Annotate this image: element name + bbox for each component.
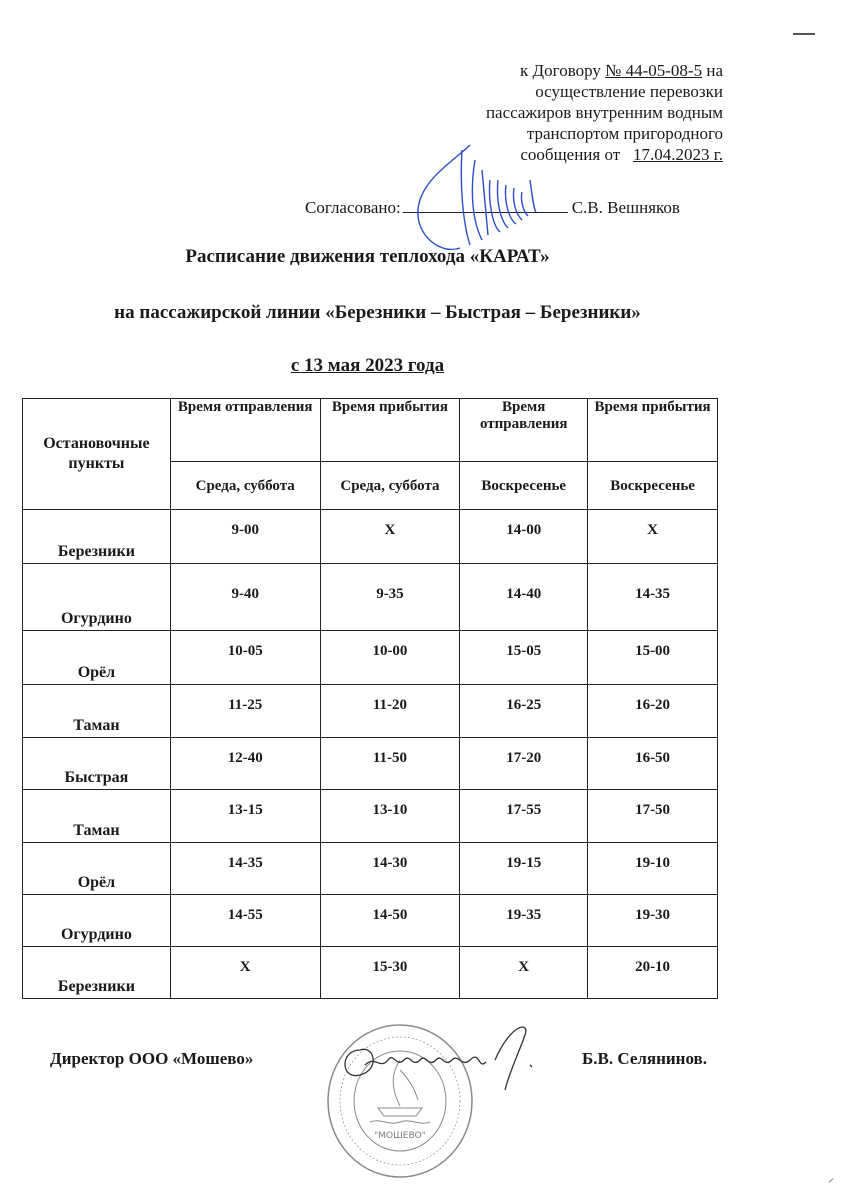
time-cell: X bbox=[170, 947, 320, 999]
column-header: Время прибытия bbox=[588, 399, 718, 462]
route-subtitle: на пассажирской линии «Березники – Быстрая – Березники» bbox=[114, 302, 641, 323]
time-cell: 16-50 bbox=[588, 738, 718, 790]
contract-suffix: на bbox=[706, 61, 723, 80]
time-cell: 9-00 bbox=[170, 510, 320, 564]
time-cell: 15-00 bbox=[588, 631, 718, 685]
signature-approver bbox=[400, 140, 570, 260]
schedule-table bbox=[22, 398, 718, 999]
time-cell: 19-10 bbox=[588, 843, 718, 895]
time-cell: 15-30 bbox=[320, 947, 460, 999]
time-cell: 14-00 bbox=[460, 510, 588, 564]
time-cell: 9-40 bbox=[170, 564, 320, 631]
time-cell: 19-15 bbox=[460, 843, 588, 895]
time-cell: 9-35 bbox=[320, 564, 460, 631]
contract-date: 17.04.2023 г. bbox=[632, 145, 723, 164]
time-cell: 13-15 bbox=[170, 790, 320, 843]
contract-line-2: осуществление перевозки bbox=[535, 82, 723, 101]
table-row bbox=[23, 510, 718, 564]
time-cell: 19-30 bbox=[588, 895, 718, 947]
time-cell: 11-25 bbox=[170, 685, 320, 738]
column-header: Время отправления bbox=[170, 399, 320, 462]
time-cell: 16-20 bbox=[588, 685, 718, 738]
effective-date: с 13 мая 2023 года bbox=[290, 355, 445, 376]
table-row bbox=[23, 685, 718, 738]
contract-number: № 44-05-08-5 bbox=[605, 61, 703, 80]
scan-mark bbox=[828, 1178, 833, 1183]
time-cell: 12-40 bbox=[170, 738, 320, 790]
approved-label: Согласовано: bbox=[305, 198, 401, 217]
time-cell: 14-35 bbox=[170, 843, 320, 895]
time-cell: 17-20 bbox=[460, 738, 588, 790]
signature-stroke bbox=[345, 1027, 532, 1090]
table-row bbox=[23, 895, 718, 947]
time-cell: 13-10 bbox=[320, 790, 460, 843]
table-row bbox=[23, 947, 718, 999]
time-cell: 17-55 bbox=[460, 790, 588, 843]
contract-line-3: пассажиров внутренним водным bbox=[485, 103, 723, 122]
table-row bbox=[23, 790, 718, 843]
stop-name: Огурдино bbox=[23, 564, 171, 631]
ship-icon bbox=[378, 1108, 422, 1116]
time-cell: 14-35 bbox=[588, 564, 718, 631]
approved-name: С.В. Вешняков bbox=[571, 198, 680, 217]
contract-line-5: сообщения от bbox=[520, 145, 621, 164]
director-name: Б.В. Селянинов. bbox=[582, 1049, 707, 1068]
column-header: Время отправления bbox=[460, 399, 588, 462]
contract-prefix: к Договору bbox=[520, 61, 601, 80]
stop-name: Орёл bbox=[23, 843, 171, 895]
column-header: Время прибытия bbox=[320, 399, 460, 462]
stop-name: Таман bbox=[23, 790, 171, 843]
signature-director bbox=[330, 1020, 560, 1100]
stop-name: Быстрая bbox=[23, 738, 171, 790]
table-row bbox=[23, 564, 718, 631]
time-cell: X bbox=[320, 510, 460, 564]
days-header: Воскресенье bbox=[460, 462, 588, 510]
stop-name: Орёл bbox=[23, 631, 171, 685]
time-cell: 14-40 bbox=[460, 564, 588, 631]
time-cell: 10-00 bbox=[320, 631, 460, 685]
stop-name: Огурдино bbox=[23, 895, 171, 947]
table-row bbox=[23, 843, 718, 895]
days-header: Среда, суббота bbox=[320, 462, 460, 510]
time-cell: 11-50 bbox=[320, 738, 460, 790]
time-cell: X bbox=[460, 947, 588, 999]
document-title: Расписание движения теплохода «КАРАТ» bbox=[185, 246, 550, 267]
director-label: Директор ООО «Мошево» bbox=[50, 1049, 254, 1068]
signature-stroke bbox=[418, 145, 536, 249]
time-cell: 14-55 bbox=[170, 895, 320, 947]
time-cell: 20-10 bbox=[588, 947, 718, 999]
days-header: Воскресенье bbox=[588, 462, 718, 510]
time-cell: 14-30 bbox=[320, 843, 460, 895]
time-cell: 19-35 bbox=[460, 895, 588, 947]
stop-name: Таман bbox=[23, 685, 171, 738]
time-cell: 17-50 bbox=[588, 790, 718, 843]
stops-header: Остановочные пункты bbox=[23, 399, 171, 510]
stop-name: Березники bbox=[23, 947, 171, 999]
stamp-label: "МОШЕВО" bbox=[374, 1131, 426, 1141]
time-cell: 14-50 bbox=[320, 895, 460, 947]
header-row bbox=[23, 399, 718, 462]
days-header: Среда, суббота bbox=[170, 462, 320, 510]
stop-name: Березники bbox=[23, 510, 171, 564]
contract-line-4: транспортом пригородного bbox=[526, 124, 723, 143]
time-cell: 11-20 bbox=[320, 685, 460, 738]
table-row bbox=[23, 738, 718, 790]
scan-mark bbox=[793, 33, 815, 35]
time-cell: 10-05 bbox=[170, 631, 320, 685]
time-cell: X bbox=[588, 510, 718, 564]
time-cell: 16-25 bbox=[460, 685, 588, 738]
time-cell: 15-05 bbox=[460, 631, 588, 685]
table-row bbox=[23, 631, 718, 685]
wave-icon bbox=[370, 1121, 430, 1123]
